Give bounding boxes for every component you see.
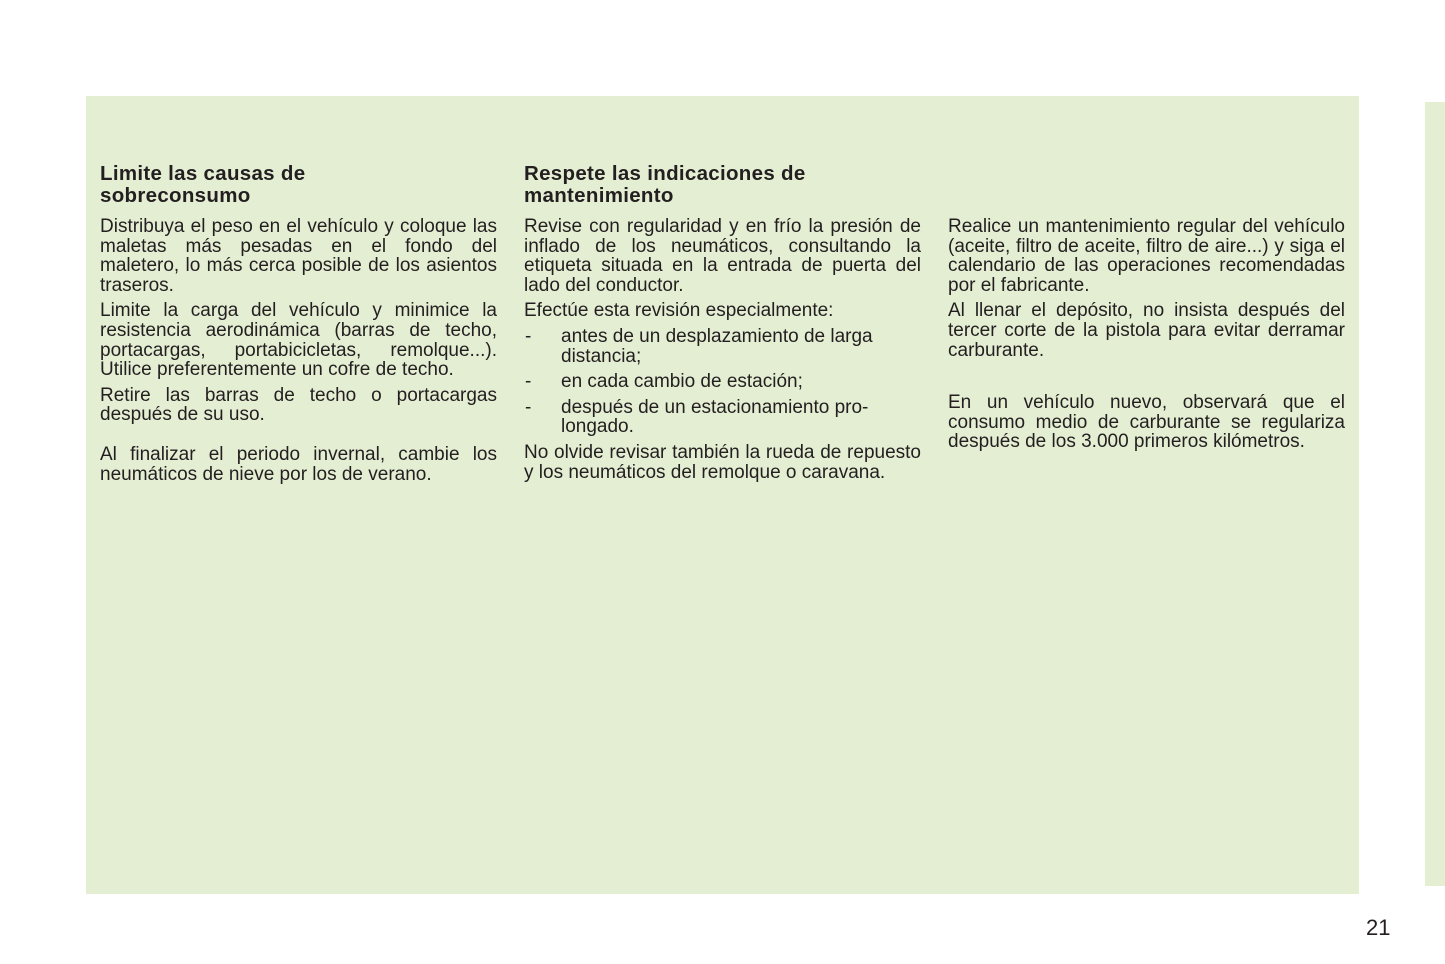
- page-number: 21: [1366, 915, 1391, 940]
- paragraph: Revise con regularidad y en frío la presión de inflado de los neumáticos, consultando la etiqueta situada en la entrada de puerta del lado del conductor.: [524, 216, 921, 296]
- chapter-side-tab: [1425, 102, 1445, 886]
- column-sobreconsumo: [100, 163, 497, 490]
- paragraph: Limite la carga del vehículo y minimice la resistencia aerodinámica (barras de techo, portacargas, portabicicletas, remolque...). Utilice preferentemente un cofre de techo.: [100, 300, 497, 381]
- paragraph: No olvide revisar también la rueda de repuesto y los neumáticos del remolque o caravana.: [524, 441, 921, 483]
- column-mantenimiento-continued: [948, 217, 1345, 458]
- paragraph: Distribuya el peso en el vehículo y coloque las maletas más pesadas en el fondo del maletero, lo más cerca posible de los asientos traseros.: [100, 216, 497, 296]
- dash-marker: -: [525, 371, 532, 393]
- section-heading-mantenimiento: Respete las indicaciones de mantenimiento: [524, 162, 806, 207]
- list-item: - después de un estacionamiento prolongado.: [525, 396, 869, 438]
- section-heading-sobreconsumo: Limite las causas de sobreconsumo: [100, 162, 306, 207]
- paragraph: Al finalizar el periodo invernal, cambie los neumáticos de nieve por los de verano.: [100, 443, 497, 485]
- list-item: - antes de un desplazamiento de larga distancia;: [525, 325, 873, 367]
- paragraph: Efectúe esta revisión especialmente:: [524, 300, 834, 322]
- paragraph: En un vehículo nuevo, observará que el consumo medio de carburante se regulariza después de los 3.000 primeros kilómetros.: [948, 392, 1345, 453]
- paragraph: Al llenar el depósito, no insista después del tercer corte de la pistola para evitar derramar carburante.: [948, 300, 1345, 361]
- paragraph: Realice un mantenimiento regular del vehículo (aceite, filtro de aceite, filtro de aire...) y siga el calendario de las operaciones recomendadas por el fabricante.: [948, 216, 1345, 296]
- checklist: [524, 327, 921, 437]
- list-item: - en cada cambio de estación;: [525, 371, 803, 393]
- column-mantenimiento: [524, 163, 921, 488]
- dash-marker: -: [525, 396, 532, 418]
- paragraph: Retire las barras de techo o portacargas después de su uso.: [100, 384, 497, 426]
- dash-marker: -: [525, 325, 532, 347]
